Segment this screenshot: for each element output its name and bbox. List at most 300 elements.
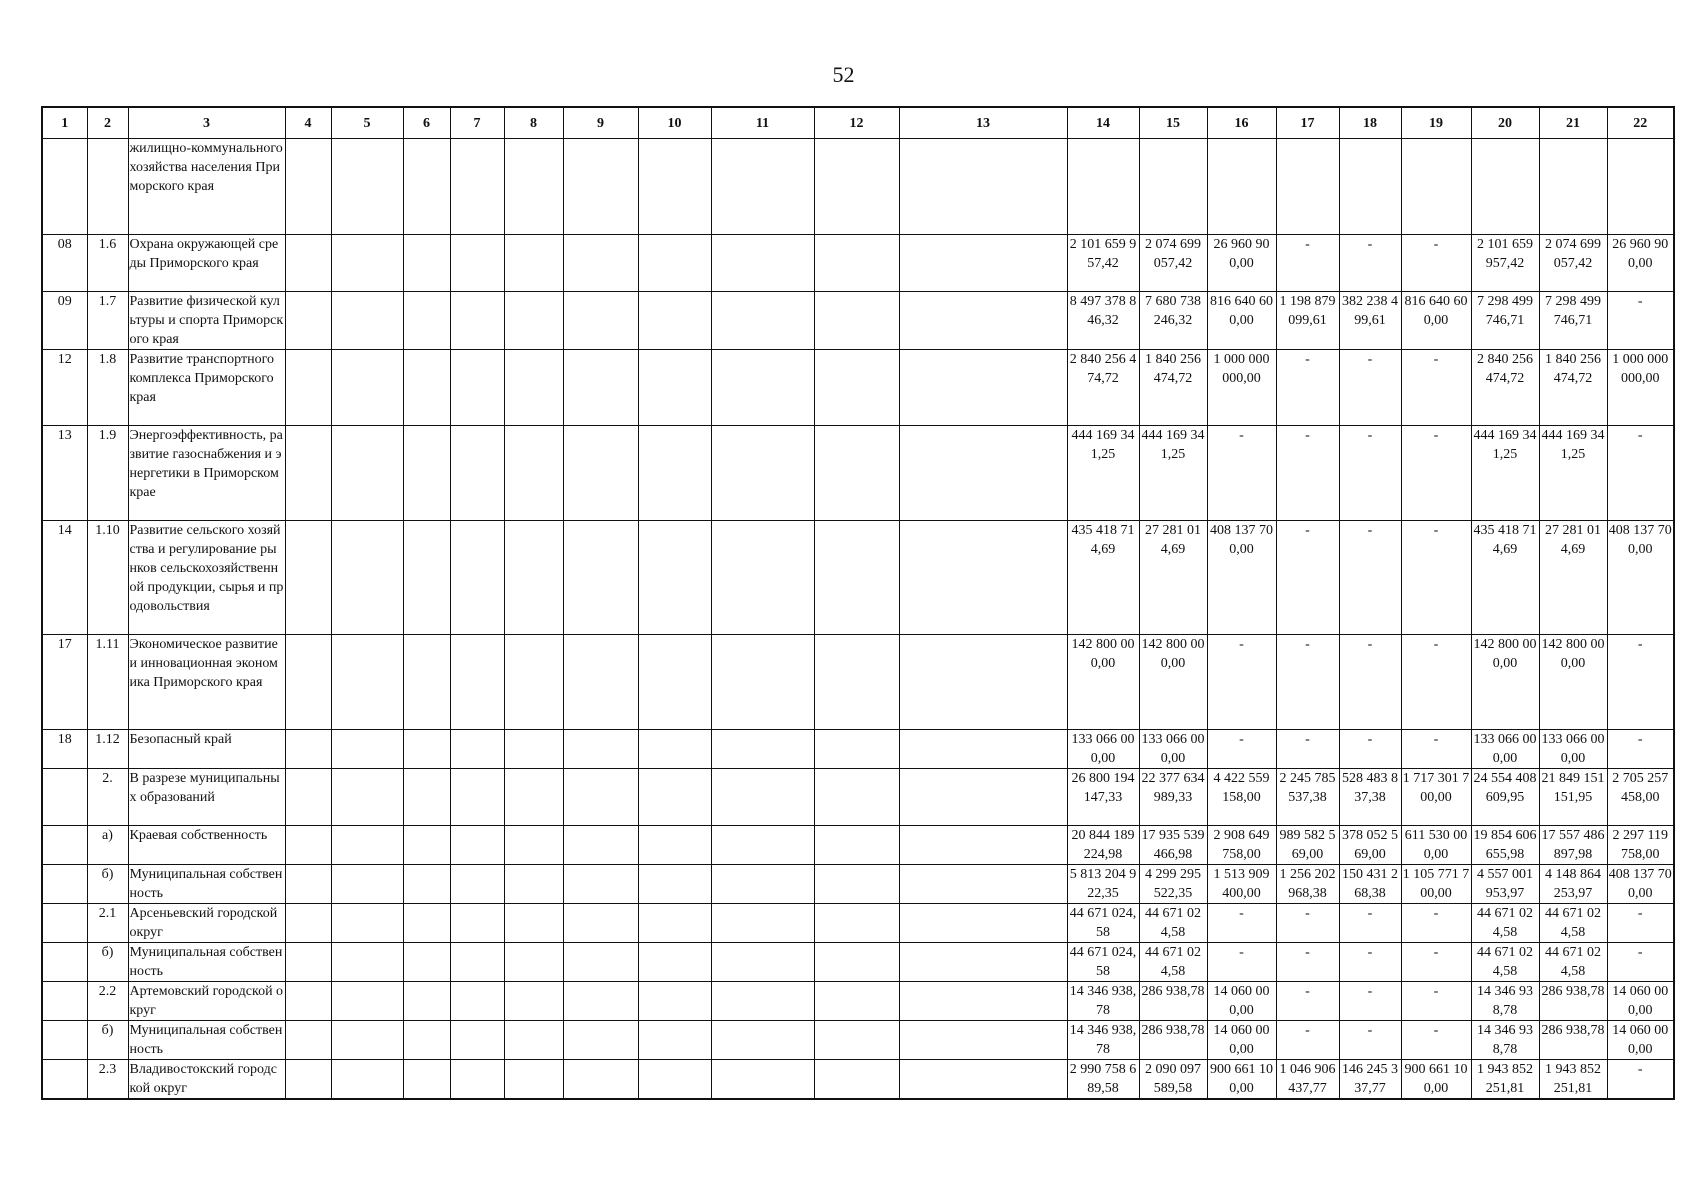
- cell-empty-12: [814, 769, 899, 826]
- cell-amount-19: 611 530 000,00: [1401, 826, 1471, 865]
- cell-amount-16: [1207, 139, 1276, 235]
- cell-empty-11: [711, 635, 814, 730]
- cell-amount-21: 44 671 024,58: [1539, 904, 1607, 943]
- cell-amount-19: 1 717 301 700,00: [1401, 769, 1471, 826]
- cell-empty-13: [899, 982, 1067, 1021]
- column-header-8: 8: [504, 107, 563, 139]
- cell-amount-22: 1 000 000 000,00: [1607, 350, 1674, 426]
- column-header-4: 4: [285, 107, 331, 139]
- cell-empty-5: [331, 904, 403, 943]
- cell-empty-10: [638, 350, 711, 426]
- cell-empty-5: [331, 1060, 403, 1100]
- cell-empty-12: [814, 826, 899, 865]
- cell-empty-10: [638, 426, 711, 521]
- cell-amount-18: -: [1339, 235, 1401, 292]
- cell-empty-4: [285, 730, 331, 769]
- cell-empty-6: [403, 904, 450, 943]
- cell-empty-8: [504, 139, 563, 235]
- cell-amount-20: 4 557 001 953,97: [1471, 865, 1539, 904]
- cell-amount-21: 7 298 499 746,71: [1539, 292, 1607, 350]
- cell-empty-13: [899, 826, 1067, 865]
- cell-amount-16: 26 960 900,00: [1207, 235, 1276, 292]
- table-row: [42, 1060, 1674, 1100]
- cell-amount-21: 2 074 699 057,42: [1539, 235, 1607, 292]
- cell-empty-8: [504, 1060, 563, 1100]
- cell-empty-9: [563, 943, 638, 982]
- cell-empty-9: [563, 982, 638, 1021]
- cell-empty-10: [638, 1060, 711, 1100]
- cell-empty-12: [814, 1021, 899, 1060]
- cell-amount-16: 14 060 000,00: [1207, 1021, 1276, 1060]
- cell-empty-7: [450, 1021, 504, 1060]
- cell-empty-10: [638, 292, 711, 350]
- cell-name: Развитие сельского хозяйства и регулирование рынков сельскохозяйственной продукции, сырья и продовольствия: [128, 521, 285, 635]
- cell-empty-7: [450, 521, 504, 635]
- cell-number: 1.8: [87, 350, 128, 426]
- cell-amount-21: 142 800 000,00: [1539, 635, 1607, 730]
- cell-empty-7: [450, 730, 504, 769]
- cell-amount-16: 1 000 000 000,00: [1207, 350, 1276, 426]
- cell-empty-7: [450, 943, 504, 982]
- column-header-9: 9: [563, 107, 638, 139]
- cell-empty-8: [504, 350, 563, 426]
- cell-amount-18: -: [1339, 904, 1401, 943]
- cell-amount-19: -: [1401, 982, 1471, 1021]
- cell-empty-12: [814, 1060, 899, 1100]
- cell-empty-10: [638, 730, 711, 769]
- cell-amount-22: -: [1607, 730, 1674, 769]
- cell-amount-20: 19 854 606 655,98: [1471, 826, 1539, 865]
- cell-amount-22: 408 137 700,00: [1607, 865, 1674, 904]
- cell-empty-13: [899, 1021, 1067, 1060]
- cell-empty-13: [899, 769, 1067, 826]
- cell-empty-12: [814, 521, 899, 635]
- cell-empty-5: [331, 1021, 403, 1060]
- cell-code: [42, 904, 87, 943]
- cell-empty-8: [504, 826, 563, 865]
- cell-empty-4: [285, 635, 331, 730]
- cell-amount-18: -: [1339, 1021, 1401, 1060]
- cell-number: 1.11: [87, 635, 128, 730]
- cell-empty-5: [331, 982, 403, 1021]
- cell-code: 17: [42, 635, 87, 730]
- column-header-5: 5: [331, 107, 403, 139]
- column-header-22: 22: [1607, 107, 1674, 139]
- cell-empty-6: [403, 139, 450, 235]
- cell-amount-19: -: [1401, 635, 1471, 730]
- table-row: [42, 139, 1674, 235]
- cell-amount-19: -: [1401, 1021, 1471, 1060]
- cell-empty-6: [403, 943, 450, 982]
- cell-empty-7: [450, 292, 504, 350]
- column-header-18: 18: [1339, 107, 1401, 139]
- cell-amount-22: -: [1607, 635, 1674, 730]
- cell-amount-14: 5 813 204 922,35: [1067, 865, 1139, 904]
- column-header-7: 7: [450, 107, 504, 139]
- cell-amount-14: 8 497 378 846,32: [1067, 292, 1139, 350]
- cell-empty-10: [638, 904, 711, 943]
- cell-empty-10: [638, 635, 711, 730]
- cell-amount-20: 44 671 024,58: [1471, 943, 1539, 982]
- cell-empty-4: [285, 982, 331, 1021]
- cell-amount-19: -: [1401, 235, 1471, 292]
- cell-empty-8: [504, 521, 563, 635]
- cell-empty-6: [403, 826, 450, 865]
- cell-amount-22: -: [1607, 1060, 1674, 1100]
- cell-empty-5: [331, 865, 403, 904]
- cell-empty-11: [711, 1021, 814, 1060]
- cell-amount-14: 44 671 024,58: [1067, 943, 1139, 982]
- cell-amount-22: 26 960 900,00: [1607, 235, 1674, 292]
- cell-empty-12: [814, 350, 899, 426]
- column-header-13: 13: [899, 107, 1067, 139]
- cell-code: [42, 1021, 87, 1060]
- cell-amount-20: 14 346 938,78: [1471, 1021, 1539, 1060]
- cell-amount-17: 1 256 202 968,38: [1276, 865, 1339, 904]
- cell-amount-15: 133 066 000,00: [1139, 730, 1207, 769]
- cell-amount-22: -: [1607, 943, 1674, 982]
- cell-empty-13: [899, 521, 1067, 635]
- cell-empty-11: [711, 730, 814, 769]
- cell-empty-6: [403, 1060, 450, 1100]
- cell-amount-14: 435 418 714,69: [1067, 521, 1139, 635]
- cell-empty-7: [450, 904, 504, 943]
- cell-empty-8: [504, 1021, 563, 1060]
- cell-empty-5: [331, 426, 403, 521]
- cell-empty-9: [563, 521, 638, 635]
- cell-amount-14: 26 800 194 147,33: [1067, 769, 1139, 826]
- cell-empty-13: [899, 730, 1067, 769]
- cell-number: 1.6: [87, 235, 128, 292]
- cell-amount-16: -: [1207, 635, 1276, 730]
- cell-empty-11: [711, 1060, 814, 1100]
- cell-empty-12: [814, 943, 899, 982]
- cell-code: 14: [42, 521, 87, 635]
- column-header-10: 10: [638, 107, 711, 139]
- cell-empty-9: [563, 865, 638, 904]
- cell-empty-4: [285, 350, 331, 426]
- cell-empty-7: [450, 350, 504, 426]
- cell-amount-15: 142 800 000,00: [1139, 635, 1207, 730]
- cell-amount-21: 1 840 256 474,72: [1539, 350, 1607, 426]
- cell-empty-7: [450, 1060, 504, 1100]
- cell-empty-4: [285, 826, 331, 865]
- cell-empty-11: [711, 521, 814, 635]
- table-row: [42, 350, 1674, 426]
- budget-table: [41, 106, 1675, 1100]
- cell-amount-21: 133 066 000,00: [1539, 730, 1607, 769]
- cell-amount-20: 14 346 938,78: [1471, 982, 1539, 1021]
- cell-empty-5: [331, 235, 403, 292]
- table-row: [42, 292, 1674, 350]
- cell-empty-9: [563, 635, 638, 730]
- cell-empty-12: [814, 865, 899, 904]
- column-header-20: 20: [1471, 107, 1539, 139]
- cell-amount-19: -: [1401, 350, 1471, 426]
- cell-number: 2.3: [87, 1060, 128, 1100]
- cell-name: Муниципальная собственность: [128, 865, 285, 904]
- table-row: [42, 904, 1674, 943]
- cell-amount-16: 14 060 000,00: [1207, 982, 1276, 1021]
- cell-empty-5: [331, 521, 403, 635]
- cell-amount-14: 2 990 758 689,58: [1067, 1060, 1139, 1100]
- cell-amount-17: 1 198 879 099,61: [1276, 292, 1339, 350]
- cell-amount-18: -: [1339, 943, 1401, 982]
- cell-name: Краевая собственность: [128, 826, 285, 865]
- cell-amount-17: -: [1276, 635, 1339, 730]
- cell-empty-4: [285, 904, 331, 943]
- cell-empty-9: [563, 1021, 638, 1060]
- cell-empty-13: [899, 139, 1067, 235]
- cell-amount-17: -: [1276, 350, 1339, 426]
- cell-amount-17: 989 582 569,00: [1276, 826, 1339, 865]
- cell-amount-20: 133 066 000,00: [1471, 730, 1539, 769]
- cell-number: [87, 139, 128, 235]
- cell-amount-16: 816 640 600,00: [1207, 292, 1276, 350]
- cell-empty-11: [711, 769, 814, 826]
- table-row: [42, 426, 1674, 521]
- column-header-17: 17: [1276, 107, 1339, 139]
- cell-name: Безопасный край: [128, 730, 285, 769]
- cell-empty-13: [899, 904, 1067, 943]
- cell-number: 1.10: [87, 521, 128, 635]
- cell-amount-14: 20 844 189 224,98: [1067, 826, 1139, 865]
- cell-amount-21: 286 938,78: [1539, 982, 1607, 1021]
- cell-amount-20: 2 101 659 957,42: [1471, 235, 1539, 292]
- column-header-19: 19: [1401, 107, 1471, 139]
- cell-empty-4: [285, 865, 331, 904]
- table-row: [42, 521, 1674, 635]
- column-header-3: 3: [128, 107, 285, 139]
- cell-number: б): [87, 1021, 128, 1060]
- cell-amount-17: -: [1276, 1021, 1339, 1060]
- cell-amount-15: 2 074 699 057,42: [1139, 235, 1207, 292]
- cell-amount-20: 1 943 852 251,81: [1471, 1060, 1539, 1100]
- cell-code: [42, 769, 87, 826]
- cell-empty-9: [563, 769, 638, 826]
- cell-amount-21: 17 557 486 897,98: [1539, 826, 1607, 865]
- cell-empty-12: [814, 982, 899, 1021]
- cell-amount-20: 2 840 256 474,72: [1471, 350, 1539, 426]
- cell-amount-20: 444 169 341,25: [1471, 426, 1539, 521]
- cell-amount-16: -: [1207, 943, 1276, 982]
- cell-amount-17: [1276, 139, 1339, 235]
- cell-amount-18: [1339, 139, 1401, 235]
- column-header-15: 15: [1139, 107, 1207, 139]
- cell-empty-9: [563, 730, 638, 769]
- cell-amount-14: 44 671 024,58: [1067, 904, 1139, 943]
- column-header-11: 11: [711, 107, 814, 139]
- cell-amount-17: 1 046 906 437,77: [1276, 1060, 1339, 1100]
- table-row: [42, 865, 1674, 904]
- cell-amount-15: 17 935 539 466,98: [1139, 826, 1207, 865]
- cell-empty-9: [563, 904, 638, 943]
- cell-number: 1.7: [87, 292, 128, 350]
- cell-amount-22: 14 060 000,00: [1607, 982, 1674, 1021]
- column-header-12: 12: [814, 107, 899, 139]
- cell-code: [42, 982, 87, 1021]
- cell-empty-8: [504, 292, 563, 350]
- cell-number: а): [87, 826, 128, 865]
- cell-code: [42, 865, 87, 904]
- cell-amount-17: -: [1276, 730, 1339, 769]
- column-header-21: 21: [1539, 107, 1607, 139]
- cell-empty-5: [331, 139, 403, 235]
- cell-empty-8: [504, 865, 563, 904]
- cell-number: 1.12: [87, 730, 128, 769]
- cell-empty-7: [450, 635, 504, 730]
- cell-amount-15: 27 281 014,69: [1139, 521, 1207, 635]
- cell-empty-8: [504, 904, 563, 943]
- cell-amount-17: -: [1276, 235, 1339, 292]
- cell-empty-11: [711, 235, 814, 292]
- cell-empty-4: [285, 292, 331, 350]
- cell-amount-16: -: [1207, 426, 1276, 521]
- cell-empty-10: [638, 1021, 711, 1060]
- cell-amount-14: 2 101 659 957,42: [1067, 235, 1139, 292]
- cell-amount-17: -: [1276, 904, 1339, 943]
- cell-name: Охрана окружающей среды Приморского края: [128, 235, 285, 292]
- cell-empty-11: [711, 139, 814, 235]
- cell-empty-6: [403, 292, 450, 350]
- cell-amount-16: 4 422 559 158,00: [1207, 769, 1276, 826]
- cell-empty-5: [331, 943, 403, 982]
- cell-empty-12: [814, 235, 899, 292]
- cell-empty-4: [285, 943, 331, 982]
- cell-empty-5: [331, 730, 403, 769]
- cell-amount-18: 150 431 268,38: [1339, 865, 1401, 904]
- cell-amount-18: 528 483 837,38: [1339, 769, 1401, 826]
- cell-amount-18: -: [1339, 982, 1401, 1021]
- cell-empty-10: [638, 139, 711, 235]
- cell-amount-22: 2 705 257 458,00: [1607, 769, 1674, 826]
- cell-amount-16: 2 908 649 758,00: [1207, 826, 1276, 865]
- cell-amount-21: [1539, 139, 1607, 235]
- cell-amount-17: -: [1276, 426, 1339, 521]
- cell-amount-20: 7 298 499 746,71: [1471, 292, 1539, 350]
- cell-amount-21: 1 943 852 251,81: [1539, 1060, 1607, 1100]
- cell-empty-10: [638, 865, 711, 904]
- cell-amount-16: 1 513 909 400,00: [1207, 865, 1276, 904]
- cell-empty-7: [450, 982, 504, 1021]
- cell-amount-22: -: [1607, 292, 1674, 350]
- cell-name: жилищно-коммунального хозяйства населения Приморского края: [128, 139, 285, 235]
- cell-name: Энергоэффективность, развитие газоснабжения и энергетики в Приморском крае: [128, 426, 285, 521]
- cell-amount-22: 408 137 700,00: [1607, 521, 1674, 635]
- cell-name: Развитие физической культуры и спорта Приморского края: [128, 292, 285, 350]
- cell-empty-6: [403, 730, 450, 769]
- cell-empty-8: [504, 982, 563, 1021]
- cell-amount-19: -: [1401, 426, 1471, 521]
- cell-amount-20: 435 418 714,69: [1471, 521, 1539, 635]
- table-row: [42, 635, 1674, 730]
- cell-amount-15: 444 169 341,25: [1139, 426, 1207, 521]
- cell-empty-13: [899, 943, 1067, 982]
- cell-empty-9: [563, 826, 638, 865]
- cell-amount-15: 44 671 024,58: [1139, 943, 1207, 982]
- cell-empty-12: [814, 426, 899, 521]
- cell-amount-22: 14 060 000,00: [1607, 1021, 1674, 1060]
- cell-empty-8: [504, 730, 563, 769]
- cell-amount-21: 44 671 024,58: [1539, 943, 1607, 982]
- cell-name: Артемовский городской округ: [128, 982, 285, 1021]
- cell-empty-8: [504, 635, 563, 730]
- cell-amount-14: [1067, 139, 1139, 235]
- cell-empty-7: [450, 769, 504, 826]
- cell-amount-17: 2 245 785 537,38: [1276, 769, 1339, 826]
- cell-empty-8: [504, 426, 563, 521]
- cell-empty-6: [403, 521, 450, 635]
- cell-amount-15: 286 938,78: [1139, 982, 1207, 1021]
- cell-empty-6: [403, 769, 450, 826]
- column-header-1: 1: [42, 107, 87, 139]
- cell-empty-4: [285, 769, 331, 826]
- cell-empty-10: [638, 982, 711, 1021]
- cell-name: Муниципальная собственность: [128, 943, 285, 982]
- cell-empty-11: [711, 943, 814, 982]
- cell-amount-22: -: [1607, 426, 1674, 521]
- cell-code: [42, 826, 87, 865]
- cell-empty-11: [711, 982, 814, 1021]
- column-header-2: 2: [87, 107, 128, 139]
- cell-amount-20: 24 554 408 609,95: [1471, 769, 1539, 826]
- cell-empty-7: [450, 235, 504, 292]
- cell-amount-16: -: [1207, 904, 1276, 943]
- cell-amount-15: 286 938,78: [1139, 1021, 1207, 1060]
- table-row: [42, 826, 1674, 865]
- cell-amount-15: 22 377 634 989,33: [1139, 769, 1207, 826]
- cell-empty-12: [814, 730, 899, 769]
- cell-empty-11: [711, 826, 814, 865]
- cell-number: 2.2: [87, 982, 128, 1021]
- cell-code: [42, 943, 87, 982]
- cell-name: Развитие транспортного комплекса Приморского края: [128, 350, 285, 426]
- cell-empty-5: [331, 292, 403, 350]
- cell-code: 08: [42, 235, 87, 292]
- cell-empty-6: [403, 350, 450, 426]
- cell-amount-19: 900 661 100,00: [1401, 1060, 1471, 1100]
- cell-empty-11: [711, 904, 814, 943]
- cell-empty-11: [711, 865, 814, 904]
- cell-empty-13: [899, 350, 1067, 426]
- cell-empty-9: [563, 139, 638, 235]
- cell-name: Арсеньевский городской округ: [128, 904, 285, 943]
- cell-amount-15: 4 299 295 522,35: [1139, 865, 1207, 904]
- cell-code: 13: [42, 426, 87, 521]
- cell-number: 1.9: [87, 426, 128, 521]
- cell-number: 2.: [87, 769, 128, 826]
- cell-amount-18: -: [1339, 426, 1401, 521]
- cell-empty-8: [504, 943, 563, 982]
- cell-empty-12: [814, 635, 899, 730]
- cell-amount-15: [1139, 139, 1207, 235]
- cell-number: б): [87, 865, 128, 904]
- cell-empty-4: [285, 139, 331, 235]
- cell-code: 12: [42, 350, 87, 426]
- cell-empty-6: [403, 235, 450, 292]
- table-row: [42, 982, 1674, 1021]
- cell-amount-19: -: [1401, 943, 1471, 982]
- cell-amount-20: 142 800 000,00: [1471, 635, 1539, 730]
- cell-empty-11: [711, 426, 814, 521]
- cell-amount-18: 146 245 337,77: [1339, 1060, 1401, 1100]
- cell-empty-4: [285, 235, 331, 292]
- cell-code: [42, 1060, 87, 1100]
- cell-name: В разрезе муниципальных образований: [128, 769, 285, 826]
- cell-empty-4: [285, 426, 331, 521]
- cell-empty-9: [563, 1060, 638, 1100]
- cell-empty-8: [504, 769, 563, 826]
